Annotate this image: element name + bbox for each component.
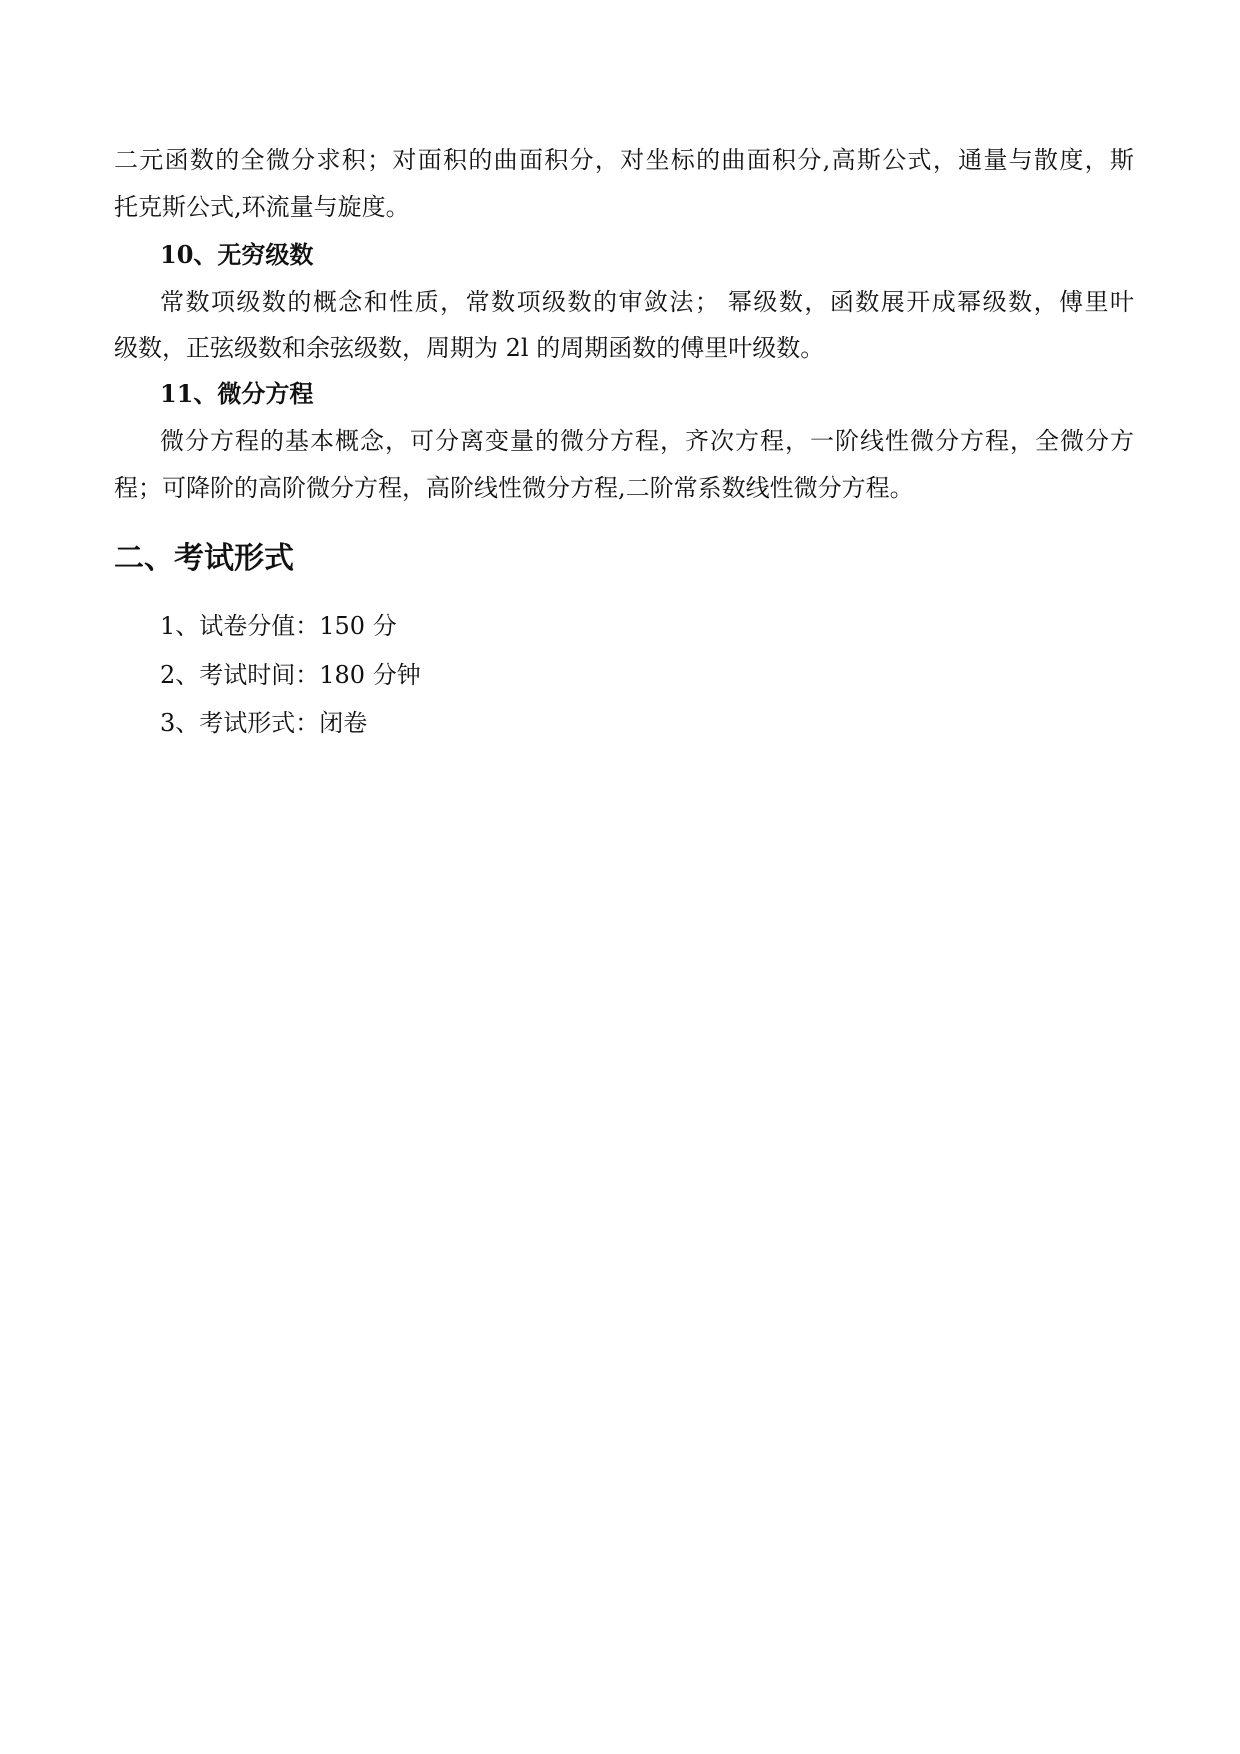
- paragraph-line: 程；可降阶的高阶微分方程，高阶线性微分方程,二阶常系数线性微分方程。: [114, 474, 914, 502]
- topic-heading: 11、微分方程: [160, 379, 314, 408]
- list-item: 3、考试形式：闭卷: [160, 709, 368, 737]
- paragraph-line: 托克斯公式,环流量与旋度。: [114, 193, 410, 221]
- list-item: 2、考试时间：180 分钟: [160, 661, 421, 689]
- topic-heading: 10、无穷级数: [160, 240, 314, 269]
- paragraph-line: 二元函数的全微分求积；对面积的曲面积分，对坐标的曲面积分,高斯公式，通量与散度，斯: [114, 146, 1134, 174]
- paragraph-line: 级数，正弦级数和余弦级数，周期为 2l 的周期函数的傅里叶级数。: [114, 334, 825, 362]
- section-heading: 二、考试形式: [114, 541, 294, 576]
- paragraph-line: 常数项级数的概念和性质，常数项级数的审敛法； 幂级数，函数展开成幂级数，傅里叶: [160, 288, 1134, 316]
- list-item: 1、试卷分值：150 分: [160, 612, 397, 640]
- paragraph-line: 微分方程的基本概念，可分离变量的微分方程，齐次方程，一阶线性微分方程，全微分方: [160, 427, 1134, 455]
